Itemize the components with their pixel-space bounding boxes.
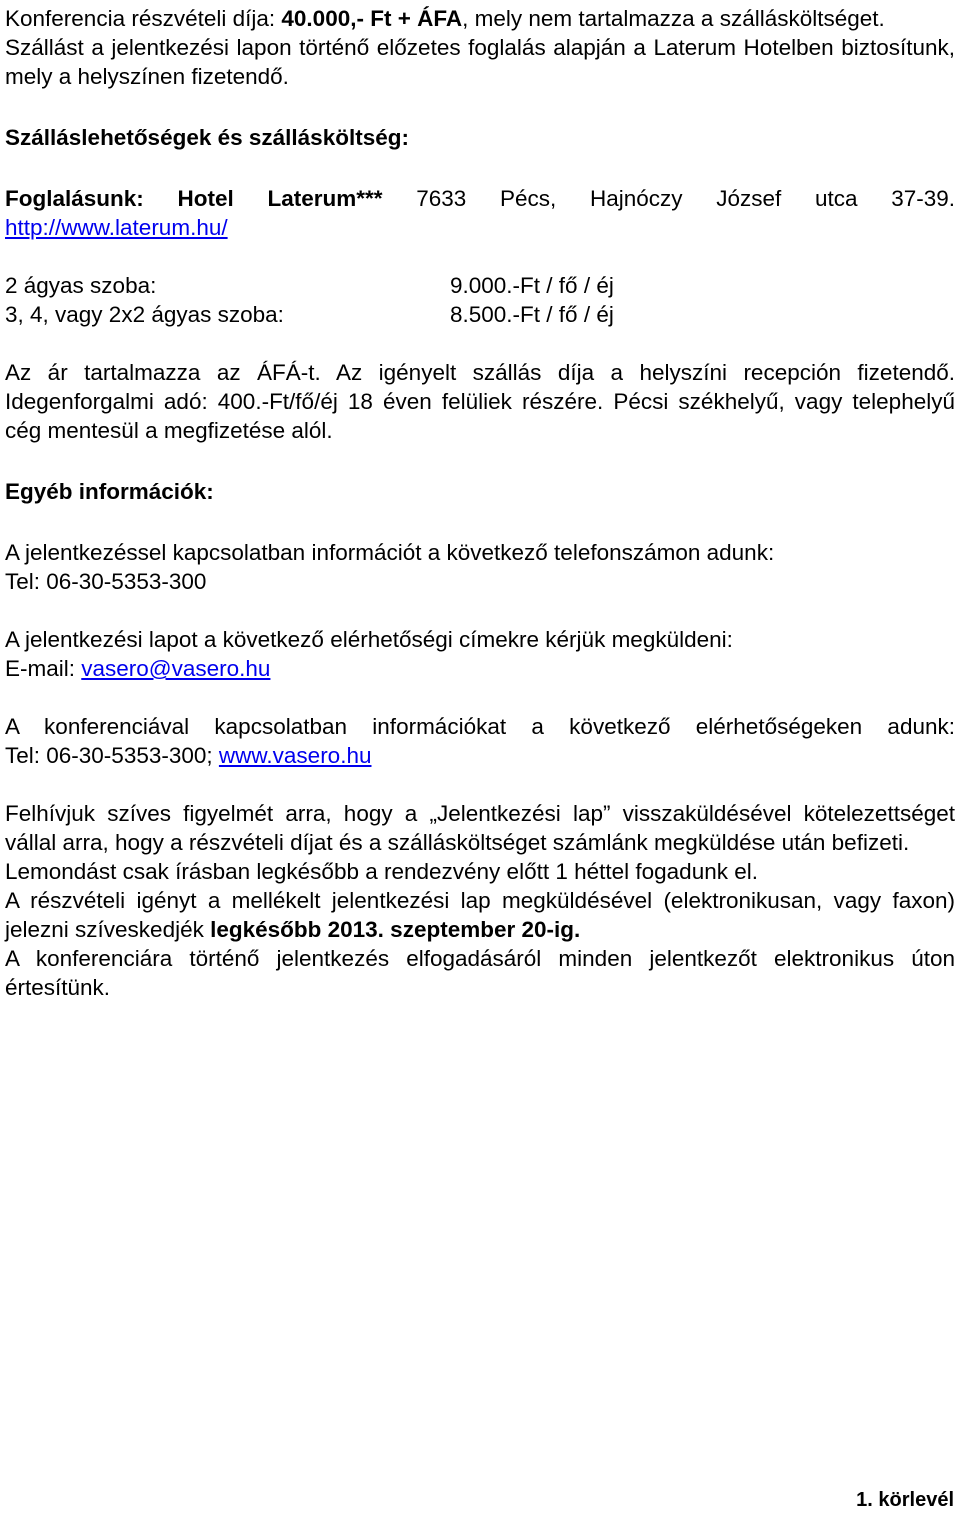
conference-contact-line (5, 741, 955, 770)
contact-phone-text: A jelentkezéssel kapcsolatban információt a következő telefonszámon adunk: (5, 540, 775, 565)
fee-amount: 40.000,- Ft + ÁFA (281, 6, 463, 31)
deadline-date: legkésőbb 2013. szeptember 20-ig. (210, 917, 581, 942)
conference-contact-text: A konferenciával kapcsolatban információkat a következő elérhetőségeken adunk: (5, 714, 955, 739)
cancellation-paragraph: Lemondást csak írásban legkésőbb a rendezvény előtt 1 héttel fogadunk el. (5, 859, 758, 884)
fee-text-end: , mely nem tartalmazza a szállásköltséget. (462, 6, 885, 31)
website-link[interactable]: www.vasero.hu (218, 743, 372, 768)
room-label: 3, 4, vagy 2x2 ágyas szoba: (5, 302, 284, 327)
accommodation-paragraph: Szállást a jelentkezési lapon történő előzetes foglalás alapján a Laterum Hotelben biztosítunk, mely a helyszínen fizetendő. (5, 35, 955, 89)
fee-text: Konferencia részvételi díja: (5, 6, 282, 31)
fee-paragraph (5, 4, 955, 33)
other-info-heading: Egyéb információk: (5, 479, 214, 504)
room-row (5, 271, 955, 300)
deadline-text: A részvételi igényt a mellékelt jelentkezési lap megküldésével (elektronikusan, vagy faxon) jelezni szíveskedjék (5, 888, 955, 942)
booking-paragraph (5, 184, 955, 242)
conference-phone: Tel: 06-30-5353-300; (5, 743, 219, 768)
registration-send-text: A jelentkezési lapot a következő elérhetőségi címekre kérjük megküldeni: (5, 627, 733, 652)
footer-label: 1. körlevél (856, 1489, 954, 1511)
email-line (5, 654, 955, 683)
contact-phone: Tel: 06-30-5353-300 (5, 569, 207, 594)
room-price: 9.000.-Ft / fő / éj (450, 273, 614, 298)
email-label: E-mail: (5, 656, 82, 681)
booking-label: Foglalásunk: Hotel Laterum*** (5, 186, 383, 211)
room-label: 2 ágyas szoba: (5, 273, 157, 298)
price-info-paragraph: Az ár tartalmazza az ÁFÁ-t. Az igényelt szállás díja a helyszíni recepción fizetendő. Idegenforgalmi adó: 400.-Ft/fő/éj 18 éven felüliek részére. Pécsi székhelyű, vagy telephelyű cég mentesül a megfizetése alól. (5, 360, 955, 443)
hotel-address: 7633 Pécs, Hajnóczy József utca 37-39. (382, 186, 955, 211)
notice-paragraph: Felhívjuk szíves figyelmét arra, hogy a „Jelentkezési lap” visszaküldésével kötelezettséget vállal arra, hogy a részvételi díjat és a szállásköltséget számlánk megküldése után befizeti. (5, 801, 955, 855)
email-link[interactable]: vasero@vasero.hu (81, 656, 271, 681)
accommodation-heading: Szálláslehetőségek és szállásköltség: (5, 125, 409, 150)
deadline-paragraph (5, 886, 955, 944)
confirmation-paragraph: A konferenciára történő jelentkezés elfogadásáról minden jelentkezőt elektronikus úton értesítünk. (5, 946, 955, 1000)
room-row (5, 300, 955, 329)
document-body (5, 4, 955, 1002)
room-price: 8.500.-Ft / fő / éj (450, 302, 614, 327)
hotel-website-link[interactable]: http://www.laterum.hu/ (5, 215, 228, 240)
